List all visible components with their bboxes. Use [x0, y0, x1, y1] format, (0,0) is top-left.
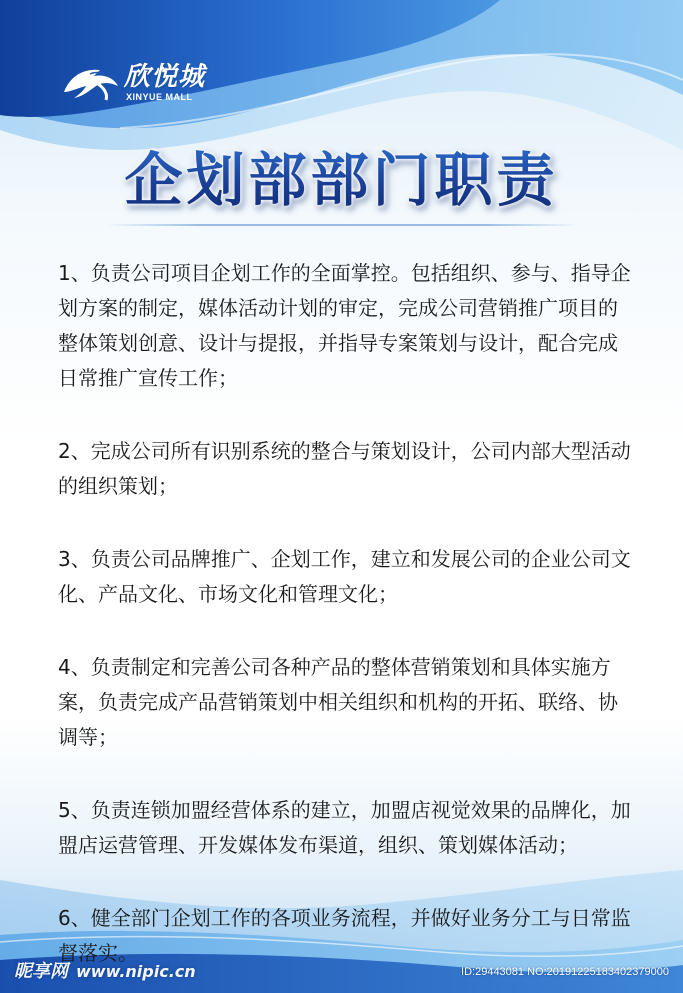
logo-name-en: XINYUE MALL [126, 92, 193, 102]
duty-item-1: 1、负责公司项目企划工作的全面掌控。包括组织、参与、指导企划方案的制定，媒体活动计划的审定，完成公司营销推广项目的整体策划创意、设计与提报，并指导专案策划与设计，配合完成日常推广宣传工作； [58, 261, 631, 390]
horse-logo-icon [60, 62, 122, 102]
page-title: 企划部部门职责 [0, 140, 683, 220]
watermark-id: ID:29443081 NO:20191225183402379000 [461, 966, 669, 978]
duties-list [58, 256, 636, 971]
logo-name-cn: 欣悦城 [124, 62, 206, 92]
duty-item-6: 6、健全部门企划工作的各项业务流程，并做好业务分工与日常监督落实。 [58, 906, 631, 965]
watermark-brand: 昵享网 [14, 961, 68, 982]
watermark-site [14, 960, 196, 984]
brand-logo [60, 60, 240, 110]
title-divider [105, 224, 580, 226]
duty-item-5: 5、负责连锁加盟经营体系的建立，加盟店视觉效果的品牌化，加盟店运营管理、开发媒体发布渠道，组织、策划媒体活动； [58, 798, 631, 857]
watermark-url: www.nipic.cn [76, 962, 196, 981]
duty-item-4: 4、负责制定和完善公司各种产品的整体营销策划和具体实施方案，负责完成产品营销策划中相关组织和机构的开拓、联络、协调等； [58, 655, 618, 749]
duty-item-3: 3、负责公司品牌推广、企划工作，建立和发展公司的企业公司文化、产品文化、市场文化和管理文化； [58, 547, 631, 606]
duty-item-2: 2、完成公司所有识别系统的整合与策划设计，公司内部大型活动的组织策划； [58, 439, 631, 498]
